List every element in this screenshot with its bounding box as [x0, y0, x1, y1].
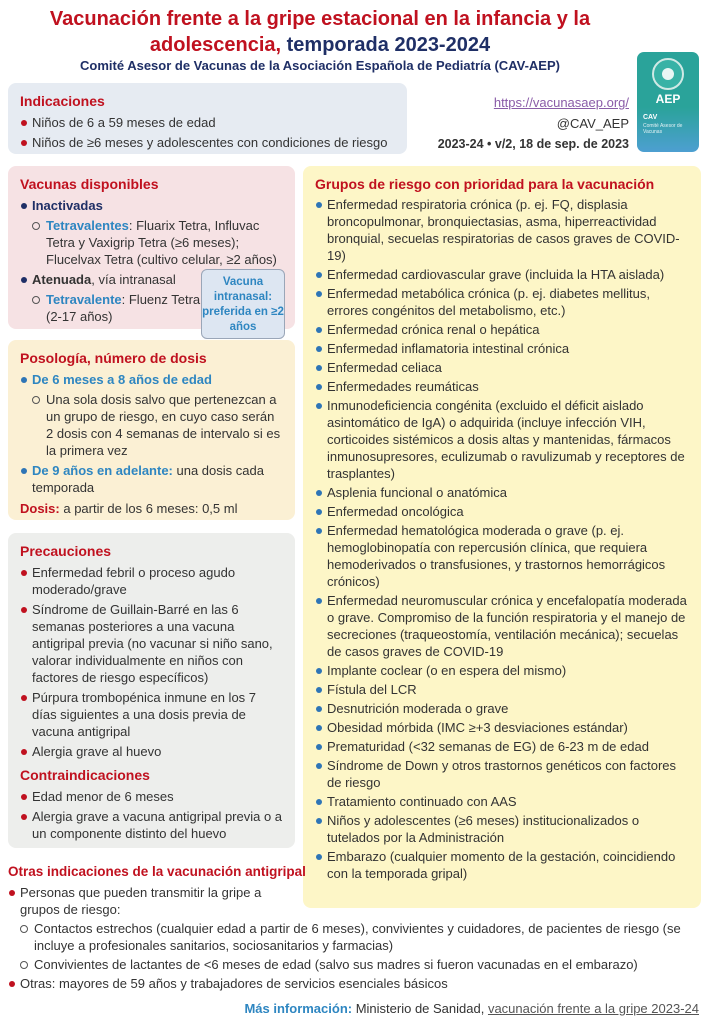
list-subitem: Contactos estrechos (cualquier edad a partir de 6 meses), convivientes y cuidadores, de pacientes de riesgo (se incluye a profesionales sanitarios, sociosanitarios y farmacias) [8, 920, 703, 954]
twitter-handle: @CAV_AEP [556, 116, 629, 131]
list-item: Otras: mayores de 59 años y trabajadores de servicios esenciales básicos [8, 975, 703, 992]
contraindicaciones-list [20, 788, 283, 842]
list-item: Enfermedad crónica renal o hepática [315, 321, 689, 338]
list-item: Implante coclear (o en espera del mismo) [315, 662, 689, 679]
posologia-list [20, 371, 283, 496]
list-item: Desnutrición moderada o grave [315, 700, 689, 717]
logo-cav-text: CAV [643, 114, 658, 121]
list-item: Enfermedad inflamatoria intestinal crónica [315, 340, 689, 357]
list-subitem-dose-rule: Una sola dosis salvo que pertenezcan a un grupo de riesgo, en cuyo caso serán 2 dosis con 4 semanas de intervalo si es la primera vez [20, 391, 283, 459]
list-item: Púrpura trombopénica inmune en los 7 días siguientes a una dosis previa de vacuna antigripal [20, 689, 283, 740]
posologia-section [8, 340, 295, 520]
otras-indicaciones-section [8, 862, 703, 992]
logo-cav-subtext: Comité Asesor de Vacunas [643, 123, 683, 135]
version-date: 2023-24 • v/2, 18 de sep. de 2023 [437, 137, 629, 151]
list-item: Enfermedad metabólica crónica (p. ej. diabetes mellitus, errores congénitos del metabolismo, etc.) [315, 285, 689, 319]
list-item: Embarazo (cualquier momento de la gestación, coincidiendo con la temporada gripal) [315, 848, 689, 882]
list-item: Inmunodeficiencia congénita (excluido el déficit aislado asintomático de IgA) o adquirida (incluye infección VIH, corticoides sistémicos a dosis altas y mantenidas, fármacos inmunosupresores, eculizumab o ravulizumab y receptores de trasplantes) [315, 397, 689, 482]
list-item: Enfermedad cardiovascular grave (incluida la HTA aislada) [315, 266, 689, 283]
list-item: Enfermedad febril o proceso agudo moderado/grave [20, 564, 283, 598]
indicaciones-list [20, 114, 395, 151]
list-item-age-group-1: De 6 meses a 8 años de edad [20, 371, 283, 388]
logo-aep-text: AEP [655, 92, 681, 106]
list-item: Edad menor de 6 meses [20, 788, 283, 805]
precauciones-list [20, 564, 283, 760]
list-item: Tratamiento continuado con AAS [315, 793, 689, 810]
list-subitem: Convivientes de lactantes de <6 meses de edad (salvo sus madres si fueron vacunadas en el embarazo) [8, 956, 703, 973]
website-link[interactable]: https://vacunasaep.org/ [493, 95, 629, 110]
list-item: Síndrome de Down y otros trastornos genéticos con factores de riesgo [315, 757, 689, 791]
page-title [0, 6, 640, 58]
list-item: Prematuridad (<32 semanas de EG) de 6-23 m de edad [315, 738, 689, 755]
list-item-age-group-2: De 9 años en adelante: una dosis cada temporada [20, 462, 283, 496]
cav-aep-logo [637, 52, 699, 152]
precauciones-section [8, 533, 295, 848]
title-main: Vacunación frente a la gripe estacional en la infancia y la adolescencia, [49, 8, 591, 56]
ministerio-link[interactable]: vacunación frente a la gripe 2023-24 [487, 1001, 699, 1016]
list-item: Niños de ≥6 meses y adolescentes con condiciones de riesgo [20, 134, 395, 151]
list-item: Alergia grave a vacuna antigripal previa o a un componente distinto del huevo [20, 808, 283, 842]
list-item: Fístula del LCR [315, 681, 689, 698]
list-item: Enfermedad oncológica [315, 503, 689, 520]
list-item: Enfermedad neuromuscular crónica y encefalopatía moderada o grave. Compromiso de la función respiratoria y el manejo de secreciones (traqueostomía, ventilación mecánica); secuelas de casos graves de COVID-19 [315, 592, 689, 660]
page-subtitle: Comité Asesor de Vacunas de la Asociación Española de Pediatría (CAV-AEP) [80, 58, 560, 73]
grupos-heading: Grupos de riesgo con prioridad para la vacunación [315, 176, 655, 192]
more-info-label: Más información: [244, 1001, 353, 1016]
list-item-inactivadas: Inactivadas [20, 197, 283, 214]
list-item: Enfermedades reumáticas [315, 378, 689, 395]
list-item: Asplenia funcional o anatómica [315, 484, 689, 501]
intranasal-callout: Vacuna intranasal: preferida en ≥2 años [201, 269, 285, 339]
otras-heading: Otras indicaciones de la vacunación antigripal [8, 864, 306, 879]
list-item: Niños y adolescentes (≥6 meses) institucionalizados o tutelados por la Administración [315, 812, 689, 846]
indicaciones-section [8, 83, 407, 154]
list-subitem-tetravalentes: Tetravalentes: Fluarix Tetra, Influvac Tetra y Vaxigrip Tetra (≥6 meses); Flucelvax Tetra (cultivo celular, ≥2 años) [20, 217, 283, 268]
contraindicaciones-heading: Contraindicaciones [20, 767, 150, 783]
document-meta [438, 92, 629, 155]
grupos-list [315, 196, 689, 882]
title-season: temporada 2023-2024 [286, 34, 491, 56]
precauciones-heading: Precauciones [20, 543, 112, 559]
list-item: Enfermedad celiaca [315, 359, 689, 376]
vacunas-heading: Vacunas disponibles [20, 176, 159, 192]
grupos-riesgo-section [303, 166, 701, 908]
more-info-footer [244, 1001, 699, 1016]
list-item: Síndrome de Guillain-Barré en las 6 semanas posteriores a una vacuna antigripal previa (no vacunar si niño sano, valorar individualmente en niños con factores de riesgo específicos) [20, 601, 283, 686]
list-item: Niños de 6 a 59 meses de edad [20, 114, 395, 131]
indicaciones-heading: Indicaciones [20, 93, 105, 109]
otras-list [8, 884, 703, 992]
dose-amount: Dosis: a partir de los 6 meses: 0,5 ml [20, 501, 238, 516]
list-item: Obesidad mórbida (IMC ≥+3 desviaciones estándar) [315, 719, 689, 736]
more-info-source: Ministerio de Sanidad, [352, 1001, 488, 1016]
list-item: Enfermedad hematológica moderada o grave (p. ej. hemoglobinopatía con repercusión clínica, que requiera hemoderivados o transfusiones, y trastornos hemorrágicos crónicos) [315, 522, 689, 590]
aep-emblem-icon [652, 58, 684, 90]
list-item-atenuada: Atenuada, vía intranasal [20, 271, 283, 288]
list-item: Personas que pueden transmitir la gripe a grupos de riesgo: [8, 884, 293, 918]
list-item: Enfermedad respiratoria crónica (p. ej. FQ, displasia broncopulmonar, bronquiectasias, asma, hiperreactividad bronquial, secuelas respiratorias de casos graves de COVID-19) [315, 196, 689, 264]
list-subitem-tetravalente: Tetravalente: Fluenz Tetra (2-17 años) [20, 291, 210, 325]
list-item: Alergia grave al huevo [20, 743, 283, 760]
posologia-heading: Posología, número de dosis [20, 350, 207, 366]
